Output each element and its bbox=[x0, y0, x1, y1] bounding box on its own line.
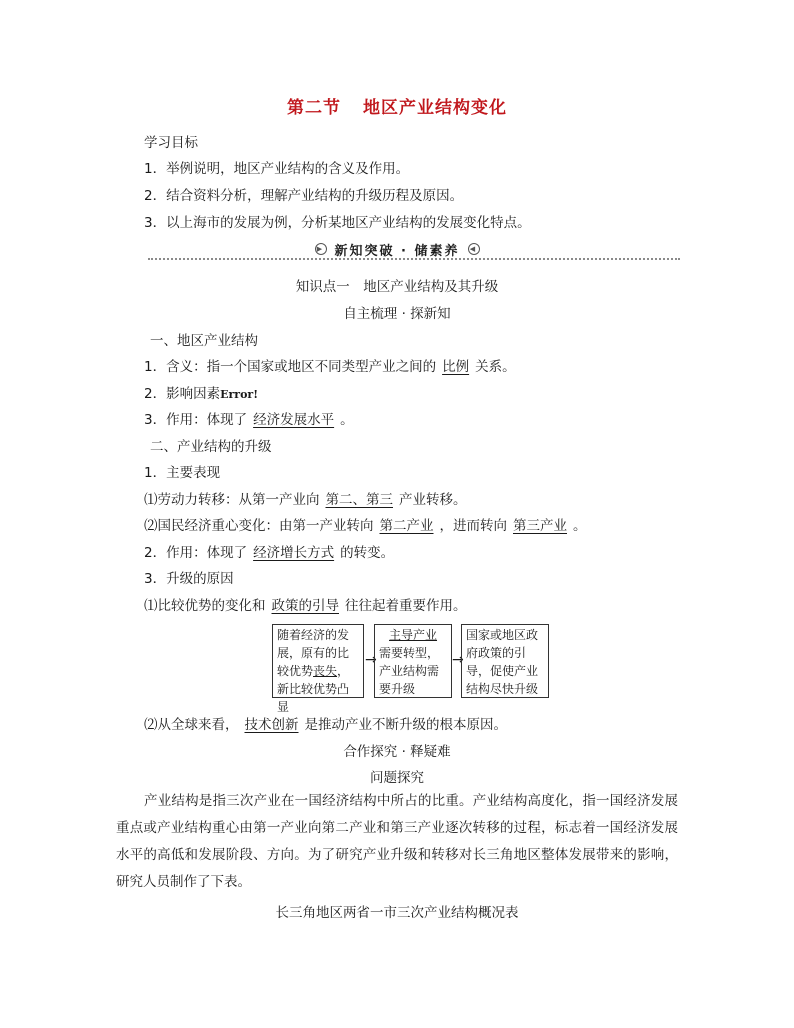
fill-blank: 经济增长方式 bbox=[253, 545, 335, 561]
fill-blank: 技术创新 bbox=[244, 717, 299, 733]
reason-label: 3．升级的原因 bbox=[144, 571, 234, 587]
cooperation-title: 合作探究 · 释疑难 bbox=[343, 744, 451, 760]
fill-blank: 比例 bbox=[442, 359, 470, 375]
fill-blank: 第二产业 bbox=[379, 518, 434, 534]
fill-blank: 第三产业 bbox=[513, 518, 567, 534]
objective-item: 2．结合资料分析，理解产业结构的升级历程及原因。 bbox=[144, 188, 464, 204]
inquiry-paragraph: 产业结构是指三次产业在一国经济结构中所占的比重。产业结构高度化，指一国经济发展重点或产业结构重心由第一产业向第二产业和第三产业逐次转移的过程，标志着一国经济发展水平的高低和发展阶段、方向。为了研究产业升级和转移对长三角地区整体发展带来的影响，研究人员制作了下表。 bbox=[116, 793, 678, 890]
self-study-title: 自主梳理 · 探新知 bbox=[343, 306, 451, 322]
fill-blank: 经济发展水平 bbox=[253, 412, 335, 428]
page-title: 第二节 地区产业结构变化 bbox=[287, 98, 507, 118]
right-arrow-icon: ▶ bbox=[315, 243, 327, 255]
main-label: 1．主要表现 bbox=[144, 465, 221, 481]
table-caption: 长三角地区两省一市三次产业结构概况表 bbox=[275, 905, 519, 921]
section-banner: ▶ 新知突破 · 储素养 ◀ bbox=[0, 239, 794, 259]
flow-arrow-icon: → bbox=[452, 652, 464, 668]
flow-box-3: 国家或地区政府政策的引导，促使产业结构尽快升级 bbox=[461, 624, 549, 698]
reason2-line: ⑵从全球来看， 技术创新 是推动产业不断升级的根本原因。 bbox=[144, 717, 507, 733]
dotted-divider bbox=[148, 258, 680, 260]
reason1-line: ⑴比较优势的变化和 政策的引导 往往起着重要作用。 bbox=[144, 598, 467, 614]
knowledge-point-title: 知识点一 地区产业结构及其升级 bbox=[295, 279, 499, 295]
fill-blank: 政策的引导 bbox=[271, 598, 339, 614]
inquiry-title: 问题探究 bbox=[370, 770, 424, 786]
flow-box-1: 随着经济的发展，原有的比较优势丧失，新比较优势凸显 bbox=[272, 624, 364, 698]
focus-line: ⑵国民经济重心变化：由第一产业转向 第二产业 ，进而转向 第三产业 。 bbox=[144, 518, 587, 534]
role2-line: 2．作用：体现了 经济增长方式 的转变。 bbox=[144, 545, 395, 561]
meaning-line: 1．含义：指一个国家或地区不同类型产业之间的 比例 关系。 bbox=[144, 359, 516, 375]
factors-line: 2．影响因素Error! bbox=[144, 386, 259, 402]
objectives-heading: 学习目标 bbox=[144, 135, 198, 151]
objective-item: 3．以上海市的发展为例，分析某地区产业结构的发展变化特点。 bbox=[144, 215, 531, 231]
section2-heading: 二、产业结构的升级 bbox=[150, 439, 272, 455]
flow-arrow-icon: → bbox=[365, 652, 377, 668]
section1-heading: 一、地区产业结构 bbox=[150, 333, 258, 349]
left-arrow-icon: ◀ bbox=[468, 243, 480, 255]
objective-item: 1．举例说明，地区产业结构的含义及作用。 bbox=[144, 161, 410, 177]
flow-box-2: 主导产业 需要转型，产业结构需要升级 bbox=[374, 624, 452, 698]
role-line: 3．作用：体现了 经济发展水平 。 bbox=[144, 412, 354, 428]
labor-line: ⑴劳动力转移：从第一产业向 第二、第三 产业转移。 bbox=[144, 492, 467, 508]
fill-blank: 第二、第三 bbox=[325, 492, 393, 508]
